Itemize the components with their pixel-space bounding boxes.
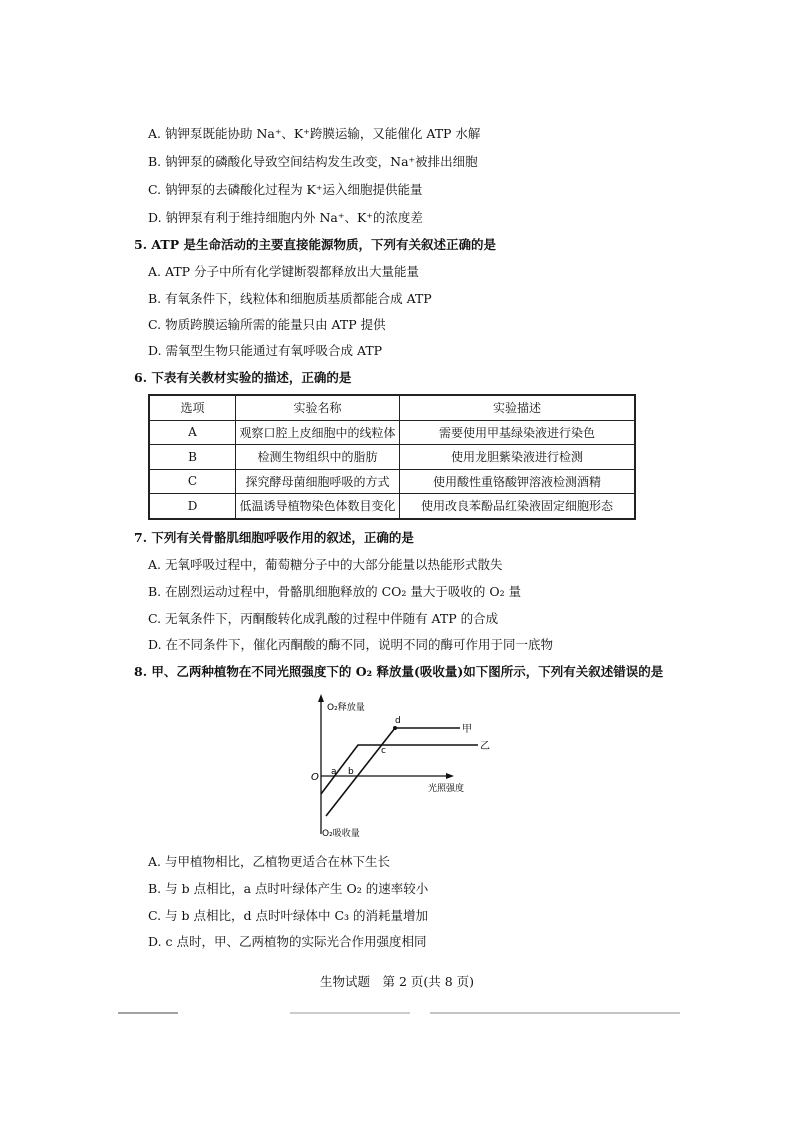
scan-artifact: [430, 1012, 680, 1014]
q7-option-b: B. 在剧烈运动过程中，骨骼肌细胞释放的 CO₂ 量大于吸收的 O₂ 量: [148, 584, 522, 599]
point-d-marker: [393, 726, 397, 730]
q4-option-a: A. 钠钾泵既能协助 Na⁺、K⁺跨膜运输，又能催化 ATP 水解: [148, 126, 481, 141]
q4-option-c: C. 钠钾泵的去磷酸化过程为 K⁺运入细胞提供能量: [148, 182, 423, 197]
y-axis-arrow: [318, 694, 324, 702]
q7-option-a: A. 无氧呼吸过程中，葡萄糖分子中的大部分能量以热能形式散失: [148, 557, 503, 572]
table-cell: 使用酸性重铬酸钾溶液检测酒精: [400, 469, 636, 494]
table-cell: 观察口腔上皮细胞中的线粒体: [236, 420, 400, 445]
x-axis-arrow: [446, 773, 454, 779]
point-a-label: a: [331, 767, 337, 777]
table-header-cell: 实验描述: [400, 395, 636, 420]
q7-option-d: D. 在不同条件下，催化丙酮酸的酶不同，说明不同的酶可作用于同一底物: [148, 637, 554, 652]
table-cell: 使用龙胆紫染液进行检测: [400, 445, 636, 470]
q8-stem: 8. 甲、乙两种植物在不同光照强度下的 O₂ 释放量(吸收量)如下图所示，下列有关叙述错误的是: [134, 664, 664, 679]
q7-stem: 7. 下列有关骨骼肌细胞呼吸作用的叙述，正确的是: [134, 530, 414, 545]
q8-option-a: A. 与甲植物相比，乙植物更适合在林下生长: [148, 854, 390, 869]
x-axis-label: 光照强度: [428, 784, 465, 794]
table-row: [149, 469, 635, 494]
table-row: [149, 445, 635, 470]
q5-option-a: A. ATP 分子中所有化学键断裂都释放出大量能量: [148, 264, 420, 279]
point-b-label: b: [348, 767, 354, 777]
table-row: [149, 494, 635, 519]
point-c-label: c: [381, 746, 386, 756]
table-row: [149, 420, 635, 445]
scan-artifact: [118, 1012, 178, 1014]
table-cell: B: [149, 445, 236, 470]
curve-jia: [326, 728, 460, 816]
q4-option-b: B. 钠钾泵的磷酸化导致空间结构发生改变，Na⁺被排出细胞: [148, 154, 478, 169]
table-header-row: [149, 395, 635, 420]
y-axis-bottom-label: O₂吸收量: [322, 829, 360, 839]
table-cell: 使用改良苯酚品红染液固定细胞形态: [400, 494, 636, 519]
q4-option-d: D. 钠钾泵有利于维持细胞内外 Na⁺、K⁺的浓度差: [148, 210, 423, 225]
table-cell: 检测生物组织中的脂肪: [236, 445, 400, 470]
series-yi-label: 乙: [480, 741, 490, 752]
series-jia-label: 甲: [462, 724, 472, 735]
table-cell: D: [149, 494, 236, 519]
q5-stem: 5. ATP 是生命活动的主要直接能源物质，下列有关叙述正确的是: [134, 237, 496, 252]
q8-option-d: D. c 点时，甲、乙两植物的实际光合作用强度相同: [148, 934, 427, 949]
origin-label: O: [311, 772, 319, 783]
q5-option-c: C. 物质跨膜运输所需的能量只由 ATP 提供: [148, 317, 386, 332]
q8-option-b: B. 与 b 点相比，a 点时叶绿体产生 O₂ 的速率较小: [148, 881, 429, 896]
table-cell: 需要使用甲基绿染液进行染色: [400, 420, 636, 445]
table-cell: C: [149, 469, 236, 494]
page-footer: 生物试题 第 2 页(共 8 页): [319, 974, 475, 989]
photosynthesis-graph: [300, 690, 510, 840]
table-cell: 低温诱导植物染色体数目变化: [236, 494, 400, 519]
q6-stem: 6. 下表有关教材实验的描述，正确的是: [134, 370, 352, 385]
y-axis-top-label: O₂释放量: [327, 703, 365, 713]
q5-option-d: D. 需氧型生物只能通过有氧呼吸合成 ATP: [148, 343, 383, 358]
point-d-label: d: [395, 716, 401, 726]
q8-option-c: C. 与 b 点相比，d 点时叶绿体中 C₃ 的消耗量增加: [148, 908, 429, 923]
table-header-cell: 选项: [149, 395, 236, 420]
scan-artifact: [290, 1012, 410, 1014]
q5-option-b: B. 有氧条件下，线粒体和细胞质基质都能合成 ATP: [148, 291, 432, 306]
q7-option-c: C. 无氧条件下，丙酮酸转化成乳酸的过程中伴随有 ATP 的合成: [148, 611, 499, 626]
table-header-cell: 实验名称: [236, 395, 400, 420]
experiment-table: [148, 394, 636, 520]
table-cell: A: [149, 420, 236, 445]
table-cell: 探究酵母菌细胞呼吸的方式: [236, 469, 400, 494]
